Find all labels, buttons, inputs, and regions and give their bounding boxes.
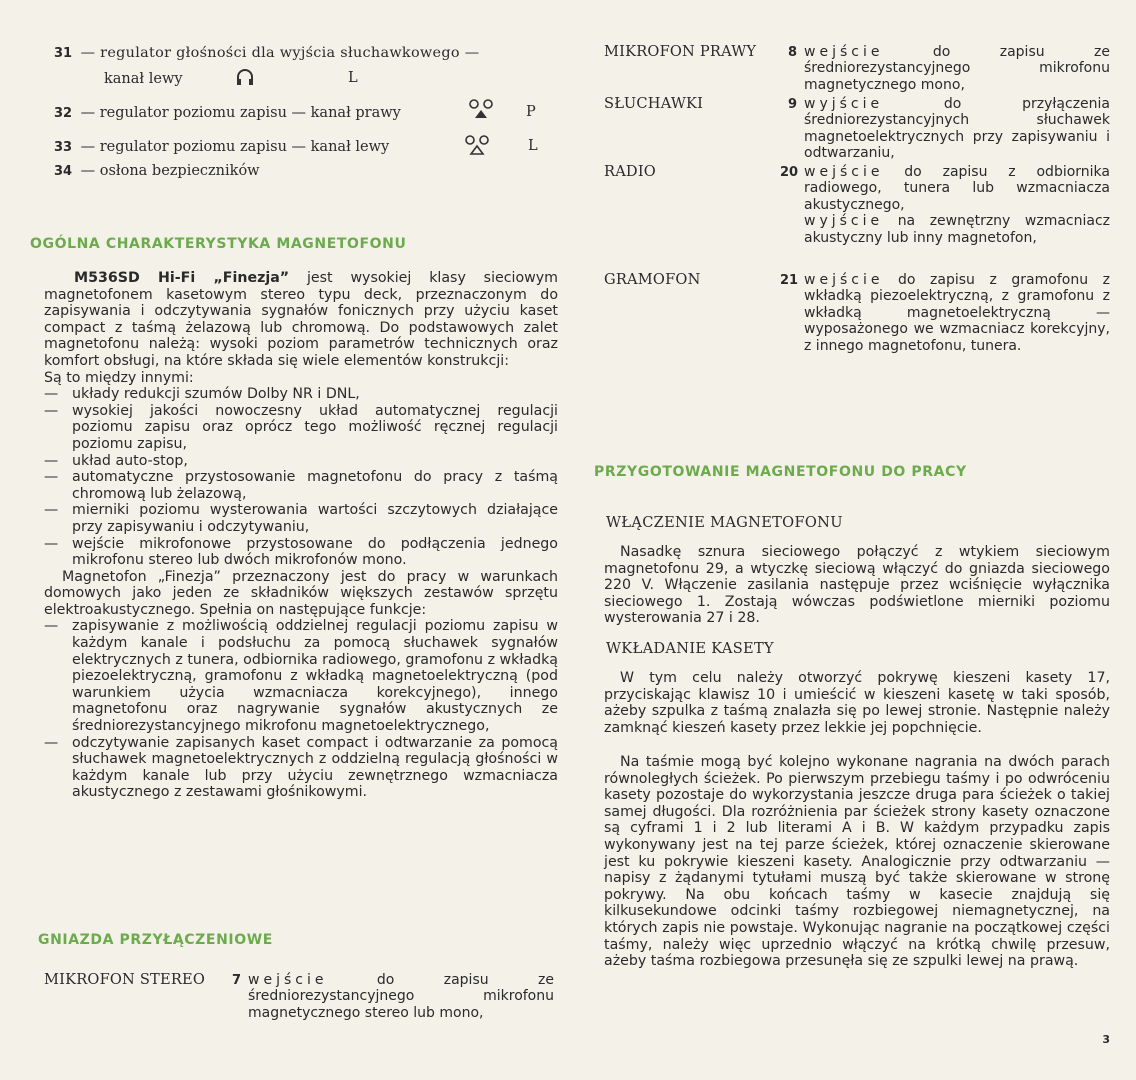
- list-item: — układy redukcji szumów Dolby NR i DNL,: [44, 386, 558, 403]
- feature-list: [44, 386, 558, 569]
- heading-general: OGÓLNA CHARAKTERYSTYKA MAGNETOFONU: [30, 236, 407, 252]
- legend-side-33: L: [528, 138, 538, 154]
- list-item: — wysokiej jakości nowoczesny układ automatycznej regulacji poziomu zapisu oraz oprócz tego możliwość ręcznej regulacji poziomu zapisu,: [44, 403, 558, 453]
- tape-record-icon: [464, 134, 490, 160]
- list-item: — odczytywanie zapisanych kaset compact i odtwarzanie za pomocą słuchawek magnetoelektrycznych z oddzielną regulacją głośności w każdym kanale lub przy użyciu zewnętrznego wzmacniacza akustycznego z zestawami głośnikowymi.: [44, 735, 558, 801]
- legend-item-34: 34 — osłona bezpieczników: [54, 163, 260, 179]
- heading-sockets: GNIAZDA PRZYŁĄCZENIOWE: [38, 932, 273, 948]
- legend-item-31-cont: kanał lewy: [104, 71, 183, 87]
- paragraph-cassette-insert: W tym celu należy otworzyć pokrywę kieszeni kasety 17, przyciskając klawisz 10 i umieścić w kieszeni kasetę w taki sposób, ażeby szpulka z taśmą znalazła się po lewej stronie. Następnie należy zamknąć kieszeń kasety przez lekkie jej popchnięcie.: [604, 670, 1110, 736]
- list-item: — mierniki poziomu wysterowania wartości szczytowych działające przy zapisywaniu i odczytywaniu,: [44, 502, 558, 535]
- subheading-power-on: WŁĄCZENIE MAGNETOFONU: [606, 514, 843, 531]
- connector-mikrofon-stereo: MIKROFON STEREO 7 wejście do zapisu ze średniorezystancyjnego mikrofonu magnetycznego stereo lub mono,: [44, 971, 554, 1021]
- list-item: — układ auto-stop,: [44, 453, 558, 470]
- legend-side-32: P: [526, 104, 536, 120]
- paragraph-power-on: Nasadkę sznura sieciowego połączyć z wtykiem sieciowym magnetofonu 29, a wtyczkę sieciową włączyć do gniazda sieciowego 220 V. Włączenie zasilania następuje przez wciśnięcie wyłącznika sieciowego 1. Zostają wówczas podświetlone mierniki poziomu wysterowania 27 i 28.: [604, 544, 1110, 627]
- legend-item-32: 32 — regulator poziomu zapisu — kanał prawy: [54, 105, 401, 121]
- list-item: — automatyczne przystosowanie magnetofonu do pracy z taśmą chromową lub żelazową,: [44, 469, 558, 502]
- headphones-icon: [234, 66, 256, 92]
- heading-preparation: PRZYGOTOWANIE MAGNETOFONU DO PRACY: [594, 464, 967, 480]
- function-list: [44, 618, 558, 801]
- list-item: — wejście mikrofonowe przystosowane do podłączenia jednego mikrofonu stereo lub dwóch mikrofonów mono.: [44, 536, 558, 569]
- paragraph-tracks: Na taśmie mogą być kolejno wykonane nagrania na dwóch parach równoległych ścieżek. Po pierwszym przebiegu taśmy i po odwróceniu kasety pozostaje do wykorzystania jeszcze druga para ścieżek o takiej samej długości. Dla rozróżnienia par ścieżek strony kasety oznaczone są cyframi 1 i 2 lub literami A i B. W każdym przypadku zapis wykonywany jest na tej parze ścieżek, której oznaczenie skierowane jest ku pokrywie kieszeni kasety. Analogicznie przy odtwarzaniu — napisy z żądanymi tytułami muszą być także skierowane w stronę pokrywy. Na obu końcach taśmy w kasecie znajdują się kilkusekundowe odcinki taśmy rozbiegowej niemagnetycznej, na których zapis nie powstaje. Wykonując nagranie na początkowej części taśmy, należy więc uprzednio włączyć na krótką chwilę przesuw, ażeby taśma rozbiegowa przesunęła się ze szpulki lewej na prawą.: [604, 754, 1110, 970]
- tape-record-icon: [468, 98, 494, 124]
- page-number: 3: [1102, 1033, 1110, 1046]
- legend-side-31: L: [348, 70, 358, 86]
- legend-item-31: 31 — regulator głośności dla wyjścia słuchawkowego —: [54, 45, 480, 61]
- subheading-cassette: WKŁADANIE KASETY: [606, 640, 774, 657]
- list-item: — zapisywanie z możliwością oddzielnej regulacji poziomu zapisu w każdym kanale i podsłuchu za pomocą słuchawek sygnałów elektrycznych z tunera, odbiornika radiowego, gramofonu z wkładką piezoelektryczną, gramofonu z wkładką magnetoelektryczną (pod warunkiem użycia wzmacniacza korekcyjnego), innego magnetofonu oraz nagrywanie sygnałów akustycznych ze średniorezystancyjnego mikrofonu magnetoelektrycznego,: [44, 618, 558, 734]
- general-intro: M536SD Hi-Fi „Finezja” jest wysokiej klasy sieciowym magnetofonem kasetowym stereo typu deck, przeznaczonym do zapisywania i odczytywania sygnałów fonicznych przy użyciu kaset compact z taśmą żelazową lub chromową. Do podstawowych zalet magnetofonu należą: wysoki poziom parametrów technicznych oraz komfort obsługi, na które składa się wiele elementów konstrukcji: Są to między innymi: — układy redukcji szumów Dolby NR i DNL, — wysokiej jakości nowoczesny układ automatycznej regulacji poziomu zapisu oraz oprócz tego możliwość ręcznej regulacji poziomu zapisu, — układ auto-stop, — automatyczne przystosowanie magnetofonu do pracy z taśmą chromową lub żelazową, — mierniki poziomu wysterowania wartości szczytowych działające przy zapisywaniu i odczytywaniu, — wejście mikrofonowe przystosowane do podłączenia jednego mikrofonu stereo lub dwóch mikrofonów mono. Magnetofon „Finezja” przeznaczony jest do pracy w warunkach domowych jako jeden ze składników większych zestawów sprzętu elektroakustycznego. Spełnia on następujące funkcje: — zapisywanie z możliwością oddzielnej regulacji poziomu zapisu w każdym kanale i podsłuchu za pomocą słuchawek sygnałów elektrycznych z tunera, odbiornika radiowego, gramofonu z wkładką piezoelektryczną, gramofonu z wkładką magnetoelektryczną (pod warunkiem użycia wzmacniacza korekcyjnego), innego magnetofonu oraz nagrywanie sygnałów akustycznych ze średniorezystancyjnego mikrofonu magnetoelektrycznego, — odczytywanie zapisanych kaset compact i odtwarzanie za pomocą słuchawek magnetoelektrycznych z oddzielną regulacją głośności w każdym kanale lub przy użyciu zewnętrznego wzmacniacza akustycznego z zestawami głośnikowymi.: [44, 270, 558, 801]
- legend-item-33: 33 — regulator poziomu zapisu — kanał lewy: [54, 139, 390, 155]
